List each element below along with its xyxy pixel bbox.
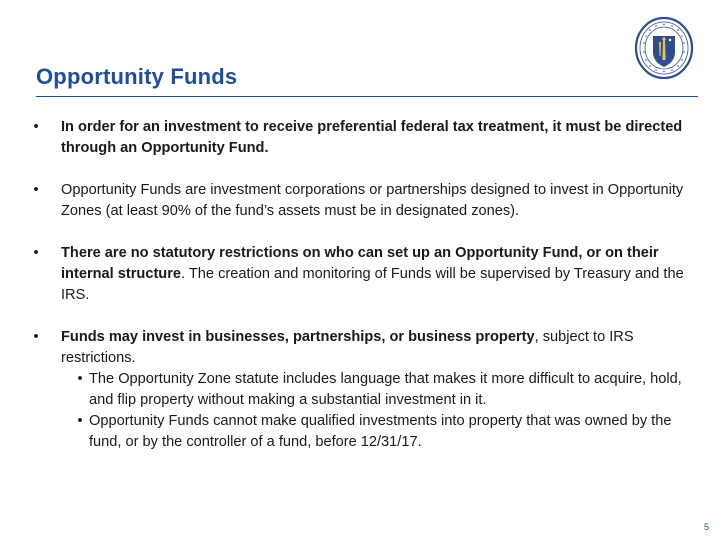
bullet-text [61, 329, 634, 366]
bullet-marker: • [33, 329, 39, 345]
sub-bullet-marker: • [77, 413, 83, 429]
bullet-marker: • [33, 182, 39, 198]
bullet-text [61, 119, 682, 156]
bullet-marker: • [33, 245, 39, 261]
massachusetts-seal-logo [634, 16, 694, 80]
bullet-item [30, 327, 690, 369]
bullet-list [30, 117, 690, 453]
slide-title: Opportunity Funds [36, 64, 238, 89]
title-divider [36, 96, 698, 97]
bullet-plain-text: , subject to IRS restrictions. [61, 329, 634, 366]
bullet-plain-text: . The creation and monitoring of Funds will be supervised by Treasury and the IRS. [61, 266, 684, 303]
bullet-bold-text: There are no statutory restrictions on who can set up an Opportunity Fund, or on their internal structure [61, 245, 659, 282]
sub-bullet-item [30, 369, 690, 411]
sub-bullet-text: The Opportunity Zone statute includes language that makes it more difficult to acquire, hold, and flip property without making a substantial investment in it. [89, 371, 682, 408]
sub-bullet-item [30, 411, 690, 453]
sub-bullet-text: Opportunity Funds cannot make qualified investments into property that was owned by the fund, or by the controller of a fund, before 12/31/17. [89, 413, 672, 450]
bullet-text [61, 245, 684, 303]
sub-bullet-marker: • [77, 371, 83, 387]
bullet-marker: • [33, 119, 39, 135]
bullet-item [30, 243, 690, 306]
bullet-bold-text: Funds may invest in businesses, partnerships, or business property [61, 329, 535, 345]
bullet-item [30, 117, 690, 159]
bullet-item [30, 180, 690, 222]
bullet-text [61, 182, 683, 219]
bullet-bold-text: In order for an investment to receive preferential federal tax treatment, it must be directed through an Opportunity Fund. [61, 119, 683, 156]
page-number: 5 [704, 522, 710, 532]
bullet-plain-text: Opportunity Funds are investment corporations or partnerships designed to invest in Opportunity Zones (at least 90% of the fund’s assets must be in designated zones). [61, 182, 684, 219]
